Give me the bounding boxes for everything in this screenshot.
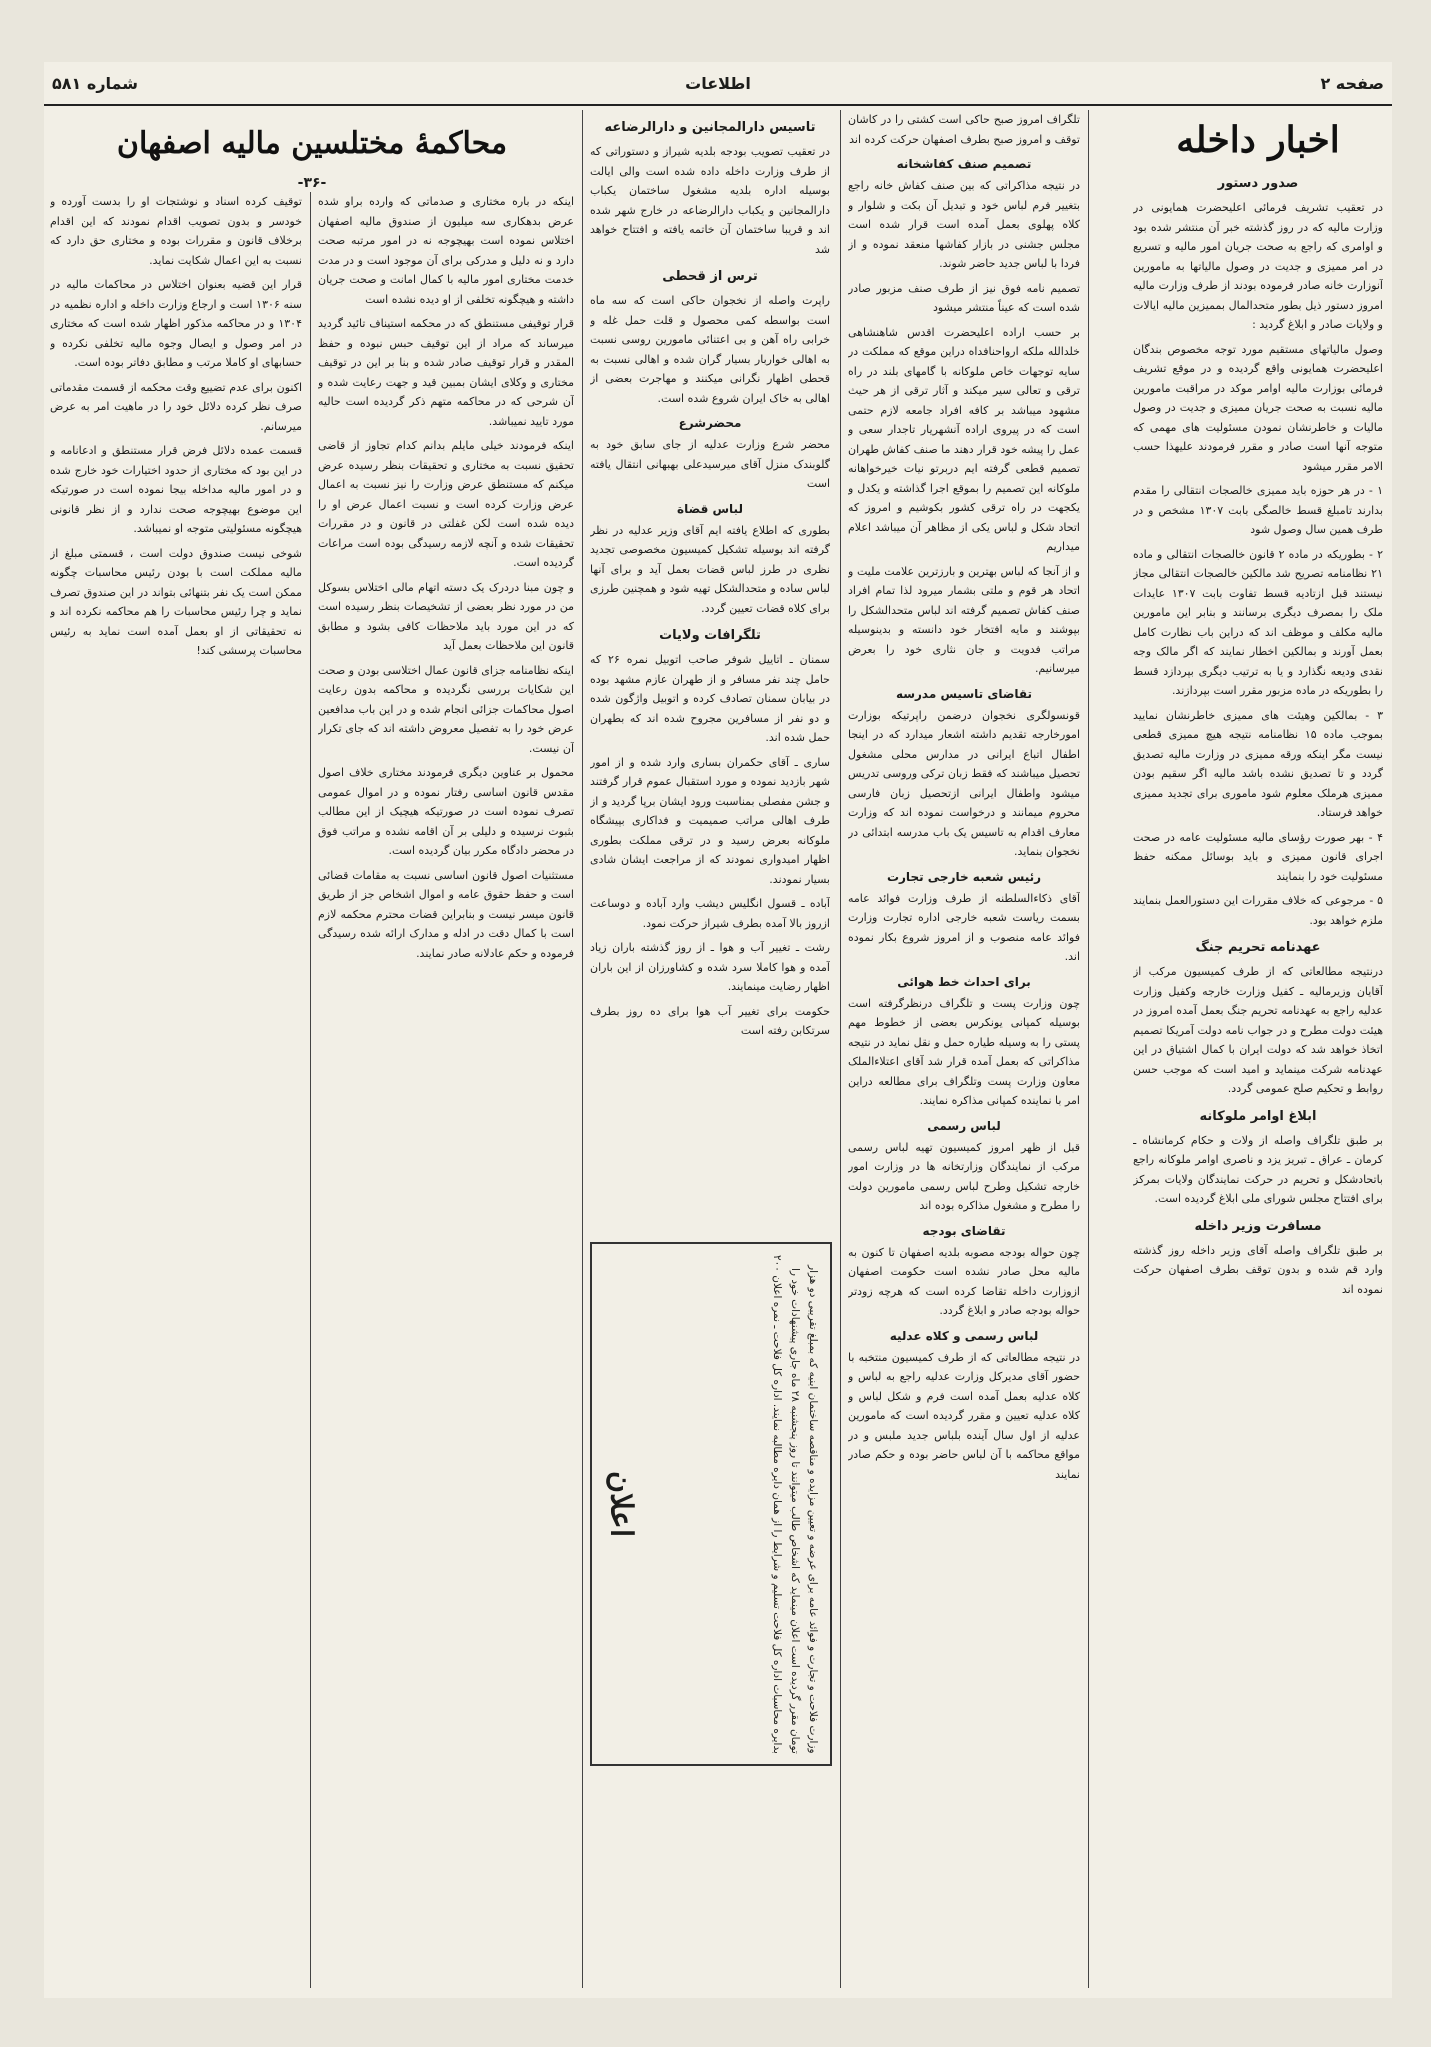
section-title: اخبار داخله (1176, 119, 1340, 161)
paragraph: در تعقیب تشریف فرمائی اعلیحضرت همایونی در وزارت مالیه که در روز گذشته خبر آن منتشر شده بود و اوامری که راجع به صحت جریان امور مالیه و تسریع در امر ممیزی و جدیت در وصول مالیاتها به مامورین آنوزارت خانه صادر فرموده بودند از طرف وزارت مالیه امروز دستور ذیل بطور متحدالمال بممیزین مالیه ایالات و ولایات صادر و ابلاغ گردید : (1133, 201, 1383, 331)
issue-number: شماره ۵۸۱ (52, 74, 138, 93)
headline-decree: صدور دستور (1217, 176, 1299, 191)
headline-school: تقاضای تاسیس مدرسه (895, 686, 1033, 701)
headline-shoemakers: تصمیم صنف کفاشخانه (896, 157, 1032, 171)
column-divider (582, 110, 583, 1988)
article-title: محاکمهٔ مختلسین مالیه اصفهان (116, 126, 508, 161)
paragraph: تلگراف امروز صبح حاکی است کشتی را در کاشان توقف و امروز صبح بطرف اصفهان حرکت کرده اند (848, 113, 1080, 146)
headline-famine: ترس از قحطی (662, 269, 758, 284)
advertisement-title: اعلان (603, 1470, 639, 1538)
paragraph: ساری ـ آقای حکمران بساری وارد شده و از امور شهر بازدید نموده و مورد استقبال عموم قرار گرفتند و جشن مفصلی بمناسبت ورود ایشان برپا گردید و از طرف اهالی مراتب صمیمیت و فداکاری بپیشگاه ملوکانه بعرض رسید و در ترقی مملکت بطوری اظهار امیدواری نمودند که از مراجعت ایشان شادی بسیار نمودند. (590, 755, 830, 886)
paragraph: قرار توقیفی مستنطق که در محکمه استیناف تائید گردید میرساند که مراد از این توقیف حبس نبوده و حفظ المقدر و قرار توقیف صادر شده و بنا بر این در توقیف مختاری و وکلای ایشان بمبین قید و جهت رعایت شده و آن شرحی که در محاکمه متهم ذکر گردیده است حالیه مورد تایید نمیباشد. (318, 317, 574, 428)
headline-budget: تقاضای بودجه (922, 1223, 1006, 1238)
paragraph: قونسولگری نخجوان درضمن راپرتیکه بوزارت امورخارجه تقدیم داشته اشعار میدارد که در اینجا اطفال اتباع ایرانی در مدارس محلی مشغول تحصیل میباشند که فقط زبان ترکی وروسی تدریس میشود واطفال ایرانی ازتحصیل زبان فارسی محروم میمانند و درخواست نموده اند که وزارت معارف اقدام به تاسیس یک باب مدرسه ابتدائی در نخجوان بنماید. (848, 708, 1080, 858)
paragraph: مستثنیات اصول قانون اساسی نسبت به مقامات قضائی است و حفظ حقوق عامه و اموال اشخاص جز از طریق قانون میسر نیست و بنابراین قضات محترم محکمه لازم است با کمال دقت در ادله و مدارک ارائه شده رسیدگی فرموده و حکم عادلانه صادر نمایند. (318, 868, 574, 960)
paragraph: قبل از ظهر امروز کمیسیون تهیه لباس رسمی مرکب از نمایندگان وزارتخانه ها در وزارت امور خارجه تشکیل وطرح لباس رسمی مامورین دولت را مطرح و مشغول مذاکره بوده اند (848, 1140, 1080, 1212)
headline-trade: رئیس شعبه خارجی تجارت (886, 869, 1042, 884)
column-divider (310, 192, 311, 1988)
column-divider (1088, 110, 1089, 1988)
advertisement-box (590, 1242, 832, 1766)
headline-uniform: لباس رسمی (927, 1118, 1001, 1133)
newspaper-name: اطلاعات (685, 74, 751, 93)
paragraph: و از آنجا که لباس بهترین و بارزترین علامت ملیت و اتحاد هر قوم و ملتی بشمار میرود لذا تمام افراد صنف کفاش تصمیم گرفته اند لباس متحدالشکل را بپوشند و مایه افتخار خود دانسته و بدینوسیله مراتب فدویت و جان نثاری خود را بعرض میرسانیم. (848, 564, 1080, 675)
column-divider (840, 110, 841, 1988)
paragraph: اینکه نظامنامه جزای قانون عمال اختلاسی بودن و صحت این شکایات بررسی نگردیده و محاکمه بدون رعایت اصول محاکمات جزائی انجام شده و در این باب مدافعین عرض خود را به تفصیل معروض داشته اند که جای تکرار آن نیست. (318, 663, 574, 755)
column-domestic-news (1133, 110, 1383, 1990)
paragraph: چون حواله بودجه مصوبه بلدیه اصفهان تا کنون به مالیه محل صادر نشده است حکومت اصفهان ازوزارت داخله تقاضا کرده است که هرچه زودتر حواله بودجه صادر و ابلاغ گردد. (848, 1245, 1080, 1317)
paragraph: قرار این قضیه بعنوان اختلاس در محاکمات مالیه در سنه ۱۳۰۶ است و ارجاع وزارت داخله و اداره نظمیه در ۱۳۰۴ و در محاکمه مذکور اظهار شده است که مختاری در امر وصول و ایصال وجوه مالیه تخلفی نکرده و حسابهای او کاملا مرتب و مطابق دفاتر بوده است. (50, 278, 302, 369)
headline-minister-travel: مسافرت وزیر داخله (1194, 1218, 1322, 1234)
paragraph: رشت ـ تغییر آب و هوا ـ از روز گذشته باران زیاد آمده و هوا کاملا سرد شده و کشاورزان از این باران اظهار رضایت مینمایند. (590, 941, 830, 993)
paragraph: شوخی نیست صندوق دولت است ، قسمتی مبلغ از مالیه مملکت است با بودن رئیس محاسبات چگونه ممکن است یک نفر بتنهائی بتواند در این صندوق تصرف نماید و چرا رئیس محاسبات را هم محاکمه نکرده اند و نه تحقیقاتی از او بعمل آمده است نماید به رئیس محاسبات پرسشی کند! (50, 546, 302, 657)
headline-court: محضرشرع (678, 416, 742, 430)
paragraph: و چون مبنا دردرک یک دسته اتهام مالی اختلاس بسوکل من در مورد نظر بعضی از تشخیصات بنظر رسیده است که در این مورد باید ملاحظات کافی بشود و مطابق قانون این ملاحظات بعمل آید (318, 580, 574, 652)
paragraph: ۴ - بهر صورت رؤسای مالیه مسئولیت عامه در صحت اجرای قانون ممیزی و باید بوسائل ممکنه حفظ مسئولیت خود را بنمایند (1133, 830, 1383, 883)
paragraph: بر طبق تلگراف واصله آقای وزیر داخله روز گذشته وارد قم شده و بدون توقف بطرف اصفهان حرکت نموده اند (1133, 1243, 1383, 1296)
paragraph: ۳ - بمالکین وهیئت های ممیزی خاطرنشان نمایید بموجب ماده ۱۵ نظامنامه نتیجه هیچ ممیزی قطعی نیست مگر اینکه ورقه ممیزی در وزارت مالیه تصدیق گردد و تا تصدیق نشده باشد مالیه اگر سقیم بودن ممیزی هرملک معلوم شود ماموری برای تجدید ممیزی خواهد فرستاد. (1133, 708, 1383, 819)
paragraph: در تعقیب تصویب بودجه بلدیه شیراز و دستوراتی که از طرف وزارت داخله داده شده است والی ایالت بوسیله اداره بلدیه مشغول ساختمان یکباب دارالمجانین و یکباب دارالرضاعه در خارج شهر شده اند و قریبا ساختمان آن خاتمه یافته و افتتاح خواهد شد (590, 145, 830, 256)
paragraph: محضر شرع وزارت عدلیه از جای سابق خود به گلوبندک منزل آقای میرسیدعلی بهبهانی انتقال یافته است (590, 438, 830, 490)
advertisement-text: وزارت فلاحت و تجارت و فوائد عامه برای عرضه و تعیین مزایده و مناقصه ساختمان ابنیه که بمبلغ تقریبی دو هزار تومان مقرر گردیده است اعلان مینماید که اشخاص طالب میتوانند تا روز پنجشنبه ۲۸ ماه جاری پیشنهادات خود را بدایره محاسبات اداره کل فلاحت تسلیم و شرایط را از همان دایره مطالبه نمایند. اداره کل فلاحت ـ نمره اعلان ۲۰۰ (771, 1255, 819, 1754)
paragraph: درنتیجه مطالعاتی که از طرف کمیسیون مرکب از آقایان وزیرمالیه ـ کفیل وزارت خارجه وکفیل وزارت عدلیه راجع به عهدنامه تحریم جنگ بعمل آمده امروز در هیئت دولت مطرح و در جواب نامه دولت آمریکا تصمیم اتخاذ خواهد شد که دولت ایران با کمال اشتیاق در این عهدنامه شرکت مینماید و امید است که موجب حسن روابط و تحکیم صلح عمومی گردد. (1133, 965, 1383, 1095)
page-number: صفحه ۲ (1320, 74, 1384, 93)
paragraph: ۱ - در هر حوزه باید ممیزی خالصجات انتقالی را مقدم بدارند تامبلغ قسط خالصگی بابت ۱۳۰۷ مشخص و در طرف همین سال وصول شود (1133, 484, 1383, 536)
headline-provincial-telegrams: تلگرافات ولایات (659, 628, 761, 643)
paragraph: چون وزارت پست و تلگراف درنظرگرفته است بوسیله کمپانی یونکرس بعضی از خطوط مهم پستی را به وسیله طیاره حمل و نقل نماید در نتیجه مذاکراتی که بعمل آمده قرار شد آقای اعتلاءالملک معاون وزارت پست وتلگراف برای مطالعه دراین امر با نماینده کمپانی مذاکره نمایند. (848, 996, 1080, 1107)
paragraph: در نتیجه مطالعاتی که از طرف کمیسیون منتخبه با حضور آقای مدیرکل وزارت عدلیه راجع به لباس و کلاه عدلیه بعمل آمده است فرم و شکل لباس و کلاه عدلیه تعیین و مقرر گردیده است که مامورین عدلیه از اول سال آینده بلباس جدید ملبس و در مواقع محاکمه با آن لباس حاضر بوده و حکم صادر نمایند (848, 1350, 1080, 1481)
masthead (44, 68, 1392, 106)
headline-treaty: عهدنامه تحریم جنگ (1195, 940, 1321, 955)
paragraph: حکومت برای تغییر آب هوا برای ده روز بطرف سرتکابن رفته است (590, 1004, 830, 1037)
paragraph: تصمیم نامه فوق نیز از طرف صنف مزبور صادر شده است که عیناً منتشر میشود (848, 281, 1080, 314)
headline-royal-orders: ابلاغ اوامر ملوکانه (1199, 1108, 1317, 1124)
paragraph: توقیف کرده اسناد و نوشتجات او را بدست آورده و خودسر و بدون تصویب اقدام نمودند که این اقدام برخلاف قانون و مقررات بوده و مختاری حق دارد که نسبت به این اعمال شکایت نماید. (50, 195, 302, 267)
column-news-3 (590, 110, 830, 1235)
paragraph: ۲ - بطوریکه در ماده ۲ قانون خالصجات انتقالی و ماده ۲۱ نظامنامه تصریح شد مالکین خالصجات انتقالی مجاز نیستند قبل ازتادیه قسط تفاوت بابت ۱۳۰۷ عایدات ملک را بمصرف دیگری برسانند و بنابر این مامورین مالیه مکلف و موظف اند که دراین باب نظارت کامل بعمل آورند و بمالکین اخطار نمایند که اگر مالک وجه نقدی ودیعه نگذارد و یا به ترتیب دیگری بپردازد قسط را بطوریکه در ماده مزبور مقرر است بپردازند. (1133, 547, 1383, 697)
paragraph: بطوری که اطلاع یافته ایم آقای وزیر عدلیه در نظر گرفته اند بوسیله تشکیل کمیسیون مخصوصی تجدید نظری در طرز لباس قضات بعمل آید و برای آنها لباس ساده و متحدالشکل تهیه شود و همچنین طرزی برای کلاه قضات تعیین گردد. (590, 523, 830, 615)
paragraph: در نتیجه مذاکراتی که بین صنف کفاش خانه راجع بتغییر فرم لباس خود و تبدیل آن بکت و شلوار و کلاه پهلوی بعمل آمده است قرار شده است مجلس جشنی در بازار کفاشها منعقد نموده و از فردا با لباس جدید حاضر شوند. (848, 179, 1080, 270)
paragraph: سمنان ـ اتاییل شوفر صاحب اتوبیل نمره ۲۶ که حامل چند نفر مسافر و از طهران عازم مشهد بوده در بیابان سمنان تصادف کرده و اتوبیل واژگون شده و دو نفر از مسافرین مجروح شده اند که بطهران حمل شده اند. (590, 653, 830, 744)
paragraph: اینکه فرمودند خیلی مایلم بدانم کدام تجاوز از قاضی تحقیق نسبت به مختاری و تحقیقات بنظر رسیده عرض میکنم که مستنطق عرض وزارت را نیز نسبت به اعمال عرض وزارت کرده است و نسبت اعمال عرض او را دیده شده است لکن غفلتی در قانون و در مقررات تحقیقات شده و آنچه لازمه رسیدگی بوده است مراعات گردیده است. (318, 439, 574, 569)
column-news-2 (848, 110, 1080, 1990)
paragraph: بر حسب اراده اعلیحضرت اقدس شاهنشاهی خلدالله ملکه ارواحنافداه دراین موقع که مملکت در سایه توجهات خاص ملوکانه با گامهای بلند در راه ترقی و تعالی سیر میکند و آثار ترقی از هر حیث مشهود میباشد بر کافه افراد جامعه لازم حتمی است که در پیروی اراده آنشهریار تاجدار سعی و عمل را پیشه خود قرار دهند ما صنف کفاش طهران تصمیم قطعی گرفته ایم دربرتو نیات خیرخواهانه ملوکانه این تصمیم را بموقع اجرا گذاشته و یکدل و یکجهت در راه ترقی کشور بکوشیم و امروز که اتحاد شکل و لباس یکی از مظاهر آن میباشد اعلام میداریم (848, 325, 1080, 553)
paragraph: قسمت عمده دلائل فرض قرار مستنطق و ادعانامه و در این بود که مختاری از حدود اختیارات خود خارج شده و در امور مالیه مداخله بیجا نموده است در صورتیکه این موضوع بهیچوجه صحت ندارد و از نظر قانونی هیچگونه مسئولیتی متوجه او نمیباشد. (50, 444, 302, 535)
paragraph: محمول بر عناوین دیگری فرمودند مختاری خلاف اصول مقدس قانون اساسی رفتار نموده و در اموال عمومی تصرف نموده است در صورتیکه هیچیک از این مطالب بثبوت نرسیده و دلیلی بر آن اقامه نشده و مراتب فوق در محضر دادگاه مکرر بیان گردیده است. (318, 766, 574, 857)
article-column-left (50, 192, 302, 1988)
article-number: -۳۶- (297, 175, 327, 191)
paragraph: اکنون برای عدم تضییع وقت محکمه از قسمت مقدماتی صرف نظر کرده دلائل خود را در ماهیت امر به عرض میرسانم. (50, 380, 302, 433)
paragraph: اینکه در باره مختاری و صدماتی که وارده براو شده عرض بدهکاری سه میلیون از صندوق مالیه اصفهان اختلاس نموده است بهیچوجه نه در امور مرتبه صحت دارد و نه دلیل و مدرکی برای آن موجود است و در مدت خدمت مختاری امور مالیه با کمال امانت و صحت جریان داشته و هیچگونه تخلفی از او دیده نشده است (318, 195, 574, 306)
headline-judges: لباس قضاة (677, 501, 743, 516)
paragraph: آباده ـ قسول انگلیس دیشب وارد آباده و دوساعت ازروز بالا آمده بطرف شیراز حرکت نمود. (590, 897, 830, 930)
paragraph: بر طبق تلگراف واصله از ولات و حکام کرمانشاه ـ کرمان ـ عراق ـ تبریز یزد و ناصری اوامر ملوکانه راجع باتحادشکل و تحریم در حرکت نمایندگان ولایات بمرکز برای افتتاح مجلس شورای ملی ابلاغ گردیده است. (1133, 1133, 1383, 1205)
article-column-right (318, 192, 574, 1988)
paragraph: آقای ذکاءالسلطنه از طرف وزارت فوائد عامه بسمت ریاست شعبه خارجی اداره تجارت وزارت فوائد عامه منصوب و از امروز شروع بکار نموده اند. (848, 891, 1080, 963)
headline-judiciary-dress: لباس رسمی و کلاه عدلیه (889, 1328, 1039, 1343)
headline-airline: برای احداث خط هوائی (897, 974, 1031, 989)
paragraph: وصول مالیاتهای مستقیم مورد توجه مخصوص بندگان اعلیحضرت همایونی واقع گردیده و در موقع تشریف فرمائی بوزارت مالیه اوامر موکد در مراقبت مامورین مالیه نسبت به صحت جریان ممیزی و جدیت در وصول مالیات و خاطرنشان نمودن مسئولیت های مهمی که متوجه آنها است صادر و مقرر فرمودند علیهذا حسب الامر مقرر میشود (1133, 342, 1383, 473)
headline-asylum: تاسیس دارالمجانین و دارالرضاعه (604, 120, 816, 135)
paragraph: راپرت واصله از نخجوان حاکی است که سه ماه است بواسطه کمی محصول و قلت حمل غله و خرابی راه آهن و بی اعتنائی مامورین روسی نسبت به اهالی خواربار بسیار گران شده و اهالی نسبت به قحطی اظهار نگرانی میکنند و مهاجرت بعضی از اهالی به خاک ایران شروع شده است. (590, 294, 830, 405)
paragraph: ۵ - مرجوعی که خلاف مقررات این دستورالعمل بنمایند ملزم خواهد بود. (1133, 894, 1383, 927)
